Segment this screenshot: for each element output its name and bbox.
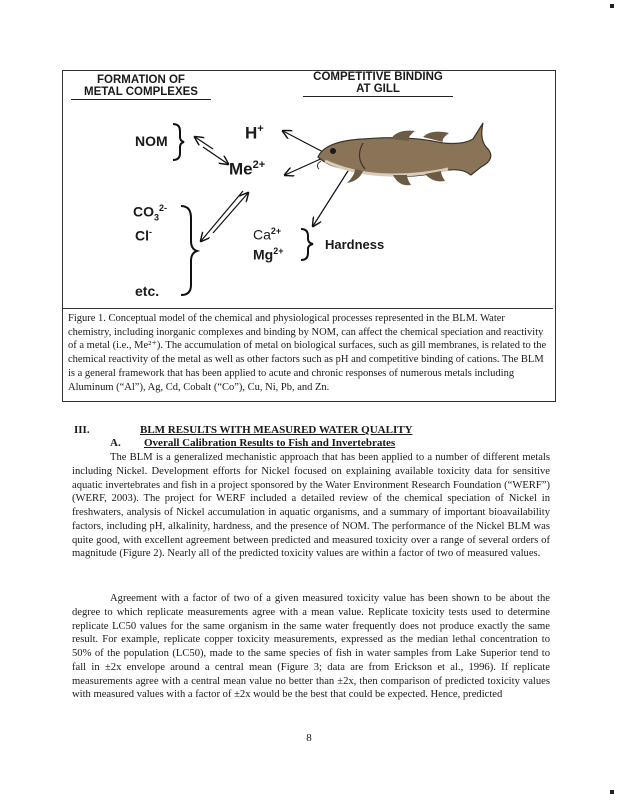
hardness-brace <box>301 229 313 260</box>
arrow-ligands-to-me <box>213 193 248 233</box>
subsection-letter: A. <box>110 437 121 449</box>
arrow-gill-to-hardness <box>313 163 353 226</box>
ligand-brace <box>181 206 197 295</box>
section-number: III. <box>74 424 90 436</box>
paragraph-2-text: Agreement with a factor of two of a given measured toxicity value has been shown to be about the degree to which replicate measurements agree with a mean value. Replicate toxicity tests used to determine replicate LC50 values for the same organism in the same water frequently does not produce exactly the same result. For example, replicate copper toxicity measurements, expressed as the median lethal concentration to 50% of the population (LC50), made to the same species of fish in water samples from Lake Superior tend to fall in ±2x envelope around a central mean (Figure 3; data are from Erickson et al., 1996). If replicate measurements agree with a central mean value no better than ±2x, then comparison of predicted toxicity values with measured values with a factor of ±2x would be the best that could be expected. Hence, predicted <box>72 593 550 701</box>
figure-diagram <box>63 71 555 308</box>
scan-mark-bottom <box>610 790 614 794</box>
header-competitive-line2: AT GILL <box>303 83 453 97</box>
paragraph-2 <box>72 592 550 702</box>
figure-caption <box>63 308 553 394</box>
nom-label: NOM <box>135 133 168 149</box>
mg-label: $Mg^{2+}$ <box>253 246 284 263</box>
nom-brace <box>173 124 184 160</box>
arrow-me-to-ligands <box>201 191 243 241</box>
fish-illustration <box>317 123 490 185</box>
arrow-gill-to-hplus <box>283 131 325 153</box>
arrow-nom-to-me <box>203 147 228 164</box>
cl-label: Cl- <box>135 227 152 244</box>
header-competitive-line1: COMPETITIVE BINDING <box>313 71 443 83</box>
me-label: $Me^{2+}$ <box>229 159 266 179</box>
scan-mark-top <box>610 4 614 8</box>
section-title: BLM RESULTS WITH MEASURED WATER QUALITY <box>140 424 413 436</box>
figure-1 <box>62 70 556 402</box>
paragraph-1 <box>72 451 550 561</box>
page-number: 8 <box>306 732 312 744</box>
caption-text: Figure 1. Conceptual model of the chemical and physiological processes represented in the BLM. Water chemistry, including inorganic complexes and binding by NOM, can affect the chemical speciation and reactivity of a metal (i.e., Me²⁺). The accumulation of metal on biological surfaces, such as gill membranes, is related to the chemical reactivity of the metal as well as other factors such as pH and competitive binding of cations. The BLM is a general framework that has been applied to acute and chronic responses of numerous metals including Aluminum (“Al”), Ag, Cd, Cobalt (“Co”), Cu, Ni, Pb, and Zn. <box>68 313 547 393</box>
arrow-gill-to-me <box>285 157 325 175</box>
co3-label: $CO_3^{2-}$ <box>133 203 168 223</box>
ca-label: $Ca^{2+}$ <box>253 226 282 243</box>
etc-label: etc. <box>135 283 160 299</box>
header-formation-line1: FORMATION OF <box>97 74 185 86</box>
paragraph-1-text: The BLM is a generalized mechanistic approach that has been applied to a number of different metals including Nickel. Development efforts for Nickel focused on explaining available toxicity data for sensitive aquatic invertebrates and fish in a project sponsored by the Water Environment Research Foundation (“WERF”) (WERF, 2003). The project for WERF included a detailed review of the chemical speciation of Nickel in freshwaters, analysis of Nickel accumulation in aquatic organisms, and a summary of important bioavailability factors, including pH, alkalinity, hardness, and the presence of NOM. The performance of the Nickel BLM was quite good, with excellent agreement between predicted and measured toxicity over a range of several orders of magnitude (Figure 2). Nearly all of the predicted toxicity values are within a factor of two of measured values. <box>72 452 550 560</box>
header-formation-line2: METAL COMPLEXES <box>71 86 211 100</box>
hardness-label: Hardness <box>325 237 385 252</box>
hplus-label: H+ <box>245 123 264 143</box>
subsection-title: Overall Calibration Results to Fish and Invertebrates <box>144 437 396 449</box>
